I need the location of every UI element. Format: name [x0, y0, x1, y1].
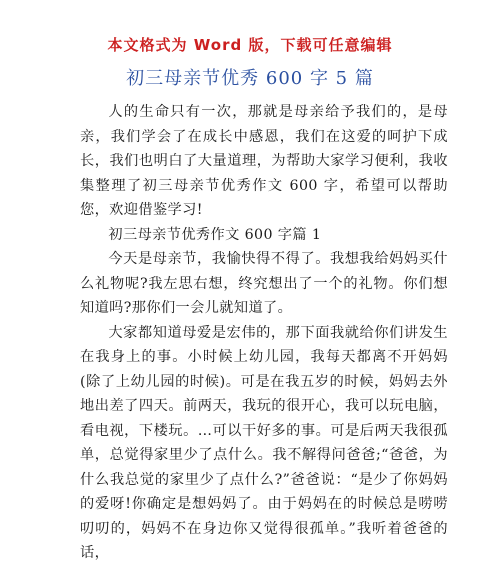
format-banner: 本文格式为 Word 版，下载可任意编辑 [107, 36, 393, 54]
document-title: 初三母亲节优秀 600 字 5 篇 [126, 68, 374, 89]
document-body [80, 100, 448, 566]
body-paragraph: 大家都知道母爱是宏伟的，那下面我就给你们讲发生在我身上的事。小时候上幼儿园，我每天都离不开妈妈(除了上幼儿园的时候)。可是在我五岁的时候，妈妈去外地出差了四天。前两天，我玩的很开心，我可以玩电脑，看电视，下楼玩。…可以干好多的事。可是后两天我很孤单，总觉得家里少了点什么。我不解得问爸爸;“爸爸，为什么我总觉的家里少了点什么?”爸爸说：“是少了你妈妈的爱呀!你确定是想妈妈了。由于妈妈在的时候总是唠唠叨叨的，妈妈不在身边你又觉得很孤单。”我听着爸爸的话， [80, 324, 448, 561]
section-heading: 初三母亲节优秀作文 600 字篇 1 [108, 226, 322, 243]
intro-paragraph: 人的生命只有一次，那就是母亲给予我们的，是母亲，我们学会了在成长中感恩，我们在这爱的呵护下成长，我们也明白了大量道理，为帮助大家学习便利，我收集整理了初三母亲节优秀作文 600 字，希望可以帮助您，欢迎借鉴学习! [80, 104, 448, 218]
body-paragraph: 今天是母亲节，我愉快得不得了。我想我给妈妈买什么礼物呢?我左思右想，终究想出了一个的礼物。你们想知道吗?那你们一会儿就知道了。 [80, 251, 448, 316]
